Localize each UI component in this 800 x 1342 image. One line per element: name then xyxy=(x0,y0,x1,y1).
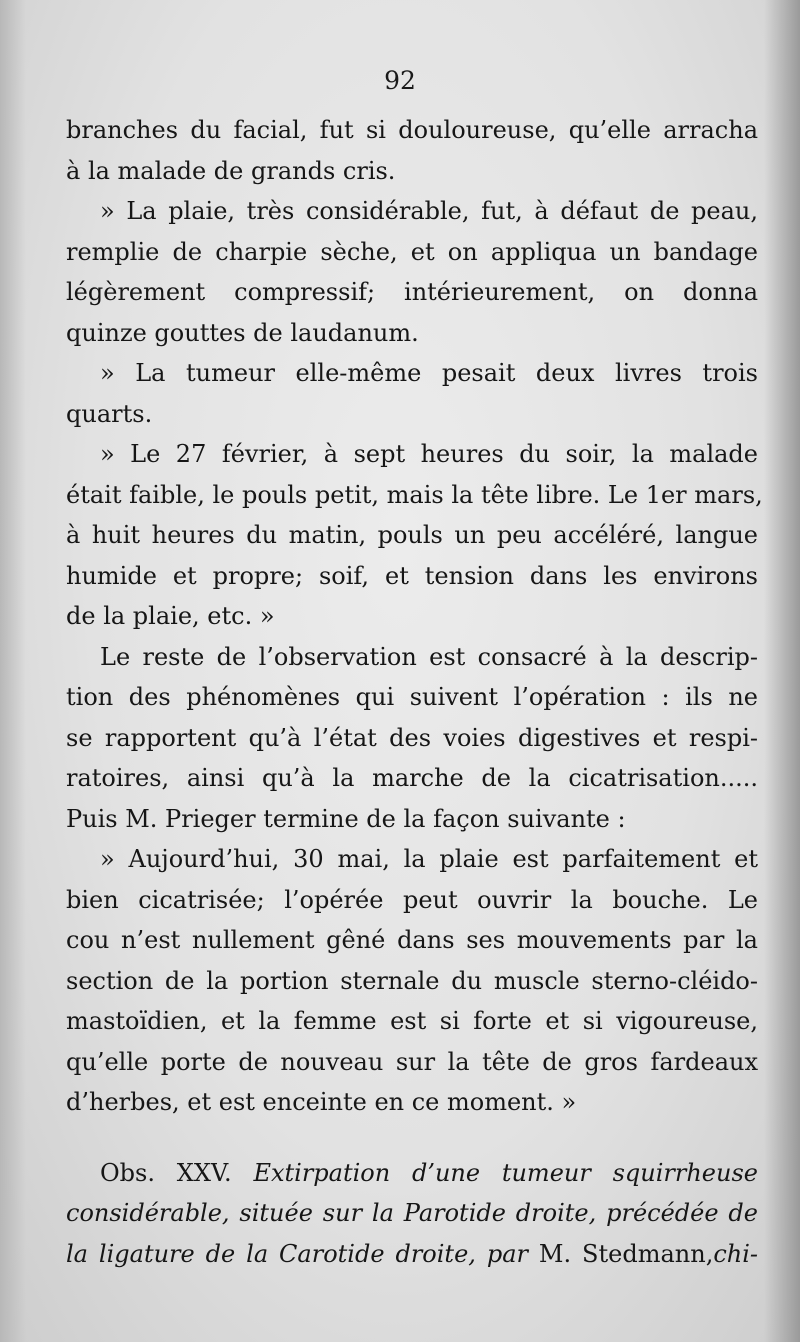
page-shadow-right xyxy=(764,0,800,1342)
text-line: à la malade de grands cris. xyxy=(66,156,396,185)
text-line: à huit heures du matin, pouls un peu accéléré, langue xyxy=(66,521,758,549)
text-line: Puis M. Prieger termine de la façon suivante : xyxy=(66,804,626,833)
observation-title-line-3 xyxy=(66,1234,758,1275)
text-line: » Aujourd’hui, 30 mai, la plaie est parfaitement et xyxy=(100,845,758,873)
text-line: tion des phénomènes qui suivent l’opération : ils ne xyxy=(66,683,758,711)
observation-heading xyxy=(66,1153,758,1194)
observation-label: Obs. XXV. xyxy=(100,1158,232,1187)
text-line: d’herbes, et est enceinte en ce moment. » xyxy=(66,1088,577,1116)
text-line: quinze gouttes de laudanum. xyxy=(66,318,419,347)
text-line: » La tumeur elle-même pesait deux livres trois xyxy=(100,359,758,387)
page-number: 92 xyxy=(384,66,416,95)
text-line: » La plaie, très considérable, fut, à défaut de peau, xyxy=(100,197,758,225)
observation-title-italic: la ligature de la Carotide droite, par xyxy=(66,1239,528,1268)
observation-author: M. Stedmann, xyxy=(538,1239,714,1268)
text-line: ratoires, ainsi qu’à la marche de la cicatrisation..... xyxy=(66,764,758,792)
text-line: remplie de charpie sèche, et on appliqua un bandage xyxy=(66,237,758,266)
text-line: se rapportent qu’à l’état des voies digestives et respi- xyxy=(66,723,758,752)
text-line: quarts. xyxy=(66,399,153,428)
text-line: était faible, le pouls petit, mais la tête libre. Le 1er mars, xyxy=(66,480,763,509)
observation-title-line-2: considérable, située sur la Parotide droite, précédée de xyxy=(66,1199,758,1227)
text-line: » Le 27 février, à sept heures du soir, la malade xyxy=(100,440,758,468)
text-line: de la plaie, etc. » xyxy=(66,602,275,630)
text-line: mastoïdien, et la femme est si forte et si vigoureuse, xyxy=(66,1007,758,1035)
text-line: branches du facial, fut si douloureuse, qu’elle arracha xyxy=(66,116,758,144)
observation-title-line-1: Extirpation d’une tumeur squirrheuse xyxy=(253,1158,758,1187)
observation-title-tail: chi- xyxy=(713,1239,759,1268)
page-shadow-left xyxy=(0,0,26,1342)
text-line: qu’elle porte de nouveau sur la tête de gros fardeaux xyxy=(66,1047,758,1076)
text-line: légèrement compressif; intérieurement, on donna xyxy=(66,278,758,306)
text-line: cou n’est nullement gêné dans ses mouvements par la xyxy=(66,926,758,954)
text-line: section de la portion sternale du muscle sterno-cléido- xyxy=(66,966,758,995)
text-line: bien cicatrisée; l’opérée peut ouvrir la bouche. Le xyxy=(66,885,758,914)
text-line: Le reste de l’observation est consacré à la descrip- xyxy=(100,642,758,671)
body-text xyxy=(66,110,763,1274)
section-gap xyxy=(66,1123,758,1153)
text-line: humide et propre; soif, et tension dans les environs xyxy=(66,561,758,590)
